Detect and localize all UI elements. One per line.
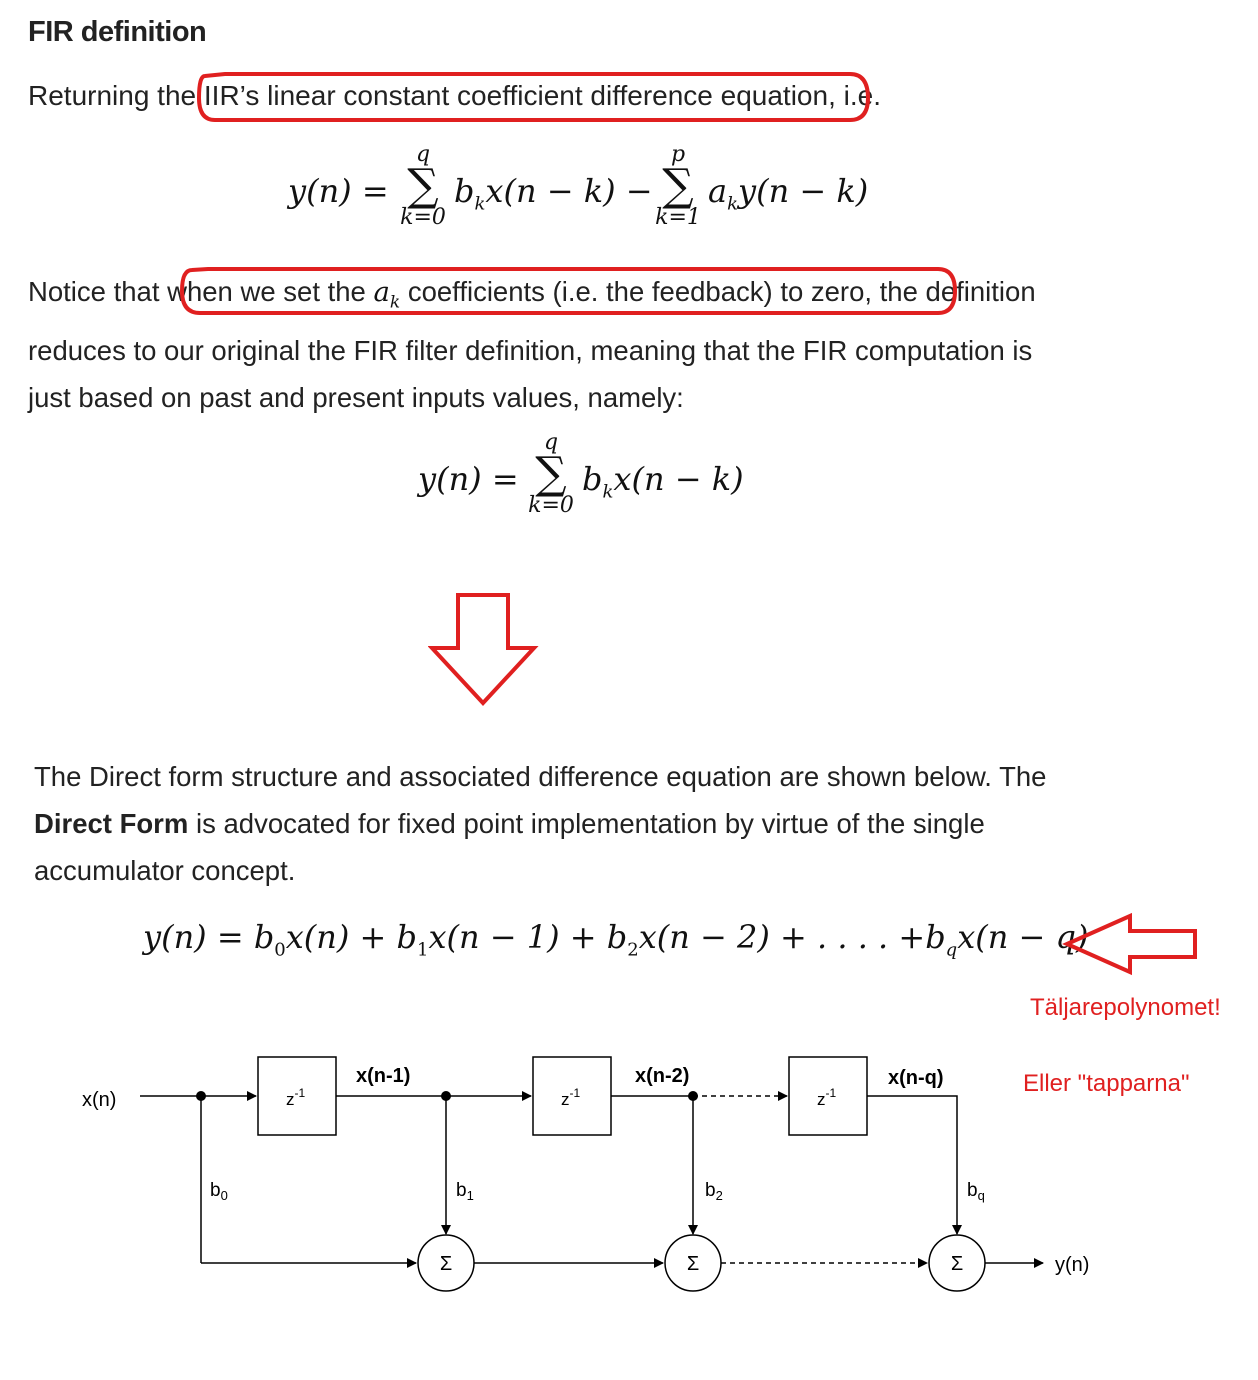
notice-line-3: just based on past and present inputs values, namely:	[28, 381, 684, 413]
sum-symbol-node-1: Σ	[439, 1253, 453, 1275]
coef-q-base: b	[967, 1180, 978, 1201]
direct-bold: Direct Form	[34, 808, 189, 839]
sum-symbol-2: ∑	[662, 160, 694, 211]
eq1-sum2-lower: k=1	[655, 205, 701, 230]
eq3-t0-rest: x(n) +	[285, 918, 397, 956]
tap-label-1: x(n-1)	[356, 1065, 411, 1087]
coef-label-q	[967, 1180, 985, 1203]
direct-line-1: The Direct form structure and associated difference equation are shown below. The	[34, 761, 1047, 792]
eq1-sum1	[398, 142, 448, 230]
eq3-t2-sub: 2	[627, 939, 639, 961]
sum-symbol-3: ∑	[535, 448, 567, 499]
eq2-term	[582, 460, 744, 502]
highlight-ellipse-1	[195, 70, 875, 126]
delay-1-z: z	[286, 1090, 295, 1109]
eq3-tq-rest: x(n − q)	[957, 918, 1089, 956]
coef-label-2	[705, 1180, 723, 1203]
direct-line-2-rest: is advocated for fixed point implementation by virtue of the single	[188, 808, 985, 839]
numerator-annotation: Täljarepolynomet!	[1030, 994, 1221, 1021]
left-arrow-icon	[1062, 912, 1202, 976]
coef-label-0	[210, 1180, 228, 1203]
delay-q-z: z	[817, 1090, 826, 1109]
coef-2-base: b	[705, 1180, 716, 1201]
direct-line-2	[34, 800, 1046, 847]
eq3-tq-sub: q	[945, 939, 958, 961]
eq1-term2	[708, 172, 868, 214]
junction-dot-1	[441, 1091, 451, 1101]
section-heading: FIR definition	[28, 16, 207, 48]
eq2-term-sub: k	[602, 481, 614, 503]
delay-q-exp: -1	[825, 1086, 837, 1100]
coef-0-sub: 0	[220, 1188, 228, 1203]
coef-2-sub: 2	[715, 1188, 723, 1203]
eq1-term1-b: b	[454, 172, 475, 210]
eq2-lhs: y(n) =	[418, 460, 519, 498]
tap-label-2: x(n-2)	[635, 1065, 690, 1087]
eq1-term1-sub: k	[474, 193, 486, 215]
eq1-sum1-upper: q	[415, 142, 431, 167]
notice-coef-sub: k	[389, 292, 401, 313]
coef-q-sub: q	[977, 1188, 985, 1203]
taps-annotation: Eller "tapparna"	[1023, 1070, 1190, 1097]
eq1-sum2-upper: p	[670, 142, 686, 167]
eq3-t0: b	[253, 918, 275, 956]
eq2-sum-upper: q	[543, 430, 559, 455]
eq1-lhs: y(n) =	[288, 172, 389, 210]
direct-form-equation	[143, 918, 1088, 960]
notice-highlight-b: coefficients (i.e. the feedback) to zero,	[400, 276, 873, 307]
coef-1-base: b	[456, 1180, 467, 1201]
notice-highlight-a: when we set the	[167, 276, 374, 307]
sum-symbol-node-2: Σ	[686, 1253, 700, 1275]
eq3-t0-sub: 0	[274, 939, 286, 961]
delay-2-z: z	[561, 1090, 570, 1109]
coef-1-sub: 1	[466, 1188, 474, 1203]
eq2-term-b: b	[582, 460, 603, 498]
tap-label-q: x(n-q)	[888, 1067, 944, 1089]
notice-after: the definition	[872, 276, 1036, 307]
eq3-lhs: y(n) =	[143, 918, 254, 956]
eq1-term1	[454, 172, 653, 214]
eq3-t2-rest: x(n − 2) + . . . . +	[638, 918, 926, 956]
notice-coef: a	[373, 276, 390, 308]
eq3-t1-sub: 1	[417, 939, 429, 961]
eq2-sum-lower: k=0	[528, 493, 574, 518]
delay-label-1	[286, 1086, 305, 1109]
delay-label-q	[817, 1086, 836, 1109]
direct-line-3: accumulator concept.	[34, 855, 296, 886]
eq1-term2-a: a	[708, 172, 728, 210]
delay-label-2	[561, 1086, 580, 1109]
intro-after: i.e.	[835, 80, 881, 111]
input-label: x(n)	[82, 1089, 117, 1111]
eq1-term2-rest: y(n − k)	[738, 172, 869, 210]
eq2-sum	[526, 430, 576, 518]
eq1-sum1-lower: k=0	[400, 205, 446, 230]
bq-branch	[867, 1096, 957, 1234]
eq3-t1-rest: x(n − 1) +	[428, 918, 607, 956]
coef-0-base: b	[210, 1180, 221, 1201]
intro-highlight: IIR’s linear constant coefficient difference equation,	[203, 80, 836, 111]
junction-dot-2	[688, 1091, 698, 1101]
output-label: y(n)	[1055, 1254, 1090, 1276]
notice-before: Notice that	[28, 276, 168, 307]
eq1-term2-sub: k	[727, 193, 738, 215]
eq3-t2: b	[606, 918, 628, 956]
down-arrow-icon	[428, 590, 540, 708]
sum-symbol-node-q: Σ	[950, 1253, 964, 1275]
eq1-term1-rest: x(n − k) −	[485, 172, 653, 210]
intro-before: Returning the	[28, 80, 204, 111]
sum-symbol-1: ∑	[407, 160, 439, 211]
direct-paragraph	[34, 753, 1046, 894]
eq1-sum2	[653, 142, 703, 230]
notice-line-2: reduces to our original the FIR filter definition, meaning that the FIR computation is	[28, 334, 1033, 366]
delay-1-exp: -1	[294, 1086, 306, 1100]
highlight-ellipse-2	[178, 265, 960, 319]
direct-form-diagram	[0, 1040, 1258, 1340]
coef-label-1	[456, 1180, 474, 1203]
eq3-t1: b	[396, 918, 418, 956]
junction-dot-0	[196, 1091, 206, 1101]
delay-2-exp: -1	[569, 1086, 581, 1100]
eq2-term-rest: x(n − k)	[613, 460, 744, 498]
eq3-tq: b	[925, 918, 946, 956]
